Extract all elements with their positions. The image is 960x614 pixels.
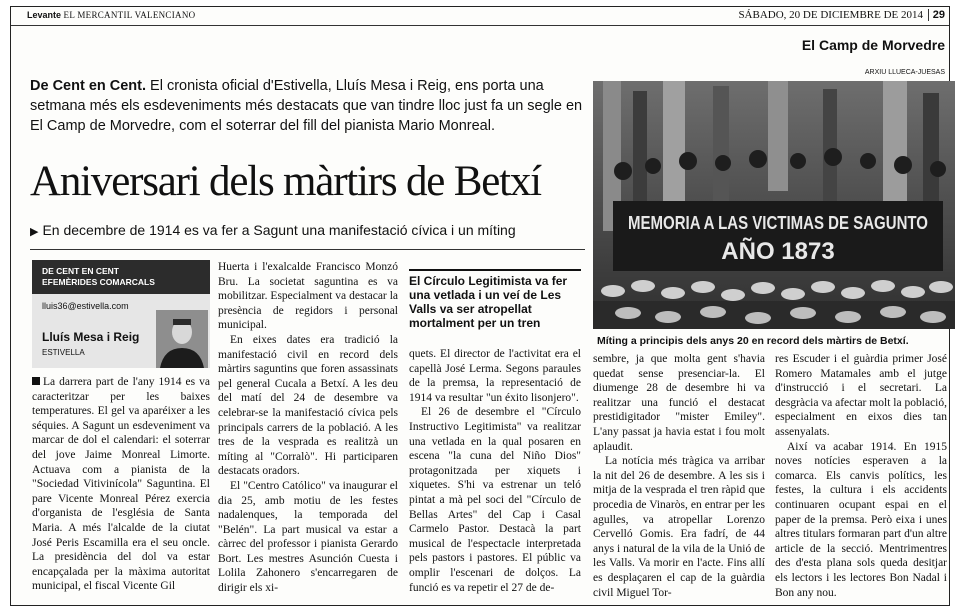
banner-year: AÑO 1873 <box>721 238 835 265</box>
subheadline-text: En decembre de 1914 es va fer a Sagunt una manifestació cívica i un míting <box>42 222 516 238</box>
column-2-paragraph-2: En eixes dates era tradició la manifestació civil en record dels màrtirs saguntins que foren assassinats pel general Cucala a Betxí. A les deu del matí del 24 de desembre va celebrar-se la manifestació cívica pels principals carrers de la població. A les tres de la vesprada es realitzà un míting al "Corralò". Hi participaren destacats oradors. <box>218 333 398 478</box>
historic-photo <box>593 81 955 329</box>
banner-text: MEMORIA A LAS VICTIMAS DE SAGUNTO <box>628 213 928 233</box>
author-name: Lluís Mesa i Reig <box>42 330 140 344</box>
page-number: 29 <box>928 9 945 21</box>
newspaper-brand <box>27 10 195 20</box>
column-3-paragraph-1: quets. El director de l'activitat era el capellà José Lerma. Segons paraules de la premsa, la representació de 1914 va resultar "un éxito lisonjero". <box>409 348 581 404</box>
article-column-1 <box>32 375 210 594</box>
issue-date: SÁBADO, 20 DE DICIEMBRE DE 2014 <box>738 9 923 21</box>
column-series-name: DE CENT EN CENT <box>42 266 119 276</box>
square-bullet-icon <box>32 377 40 385</box>
author-box <box>32 260 210 368</box>
author-email: lluis36@estivella.com <box>42 301 129 311</box>
column-4-paragraph-2: La notícia més tràgica va arribar la nit del 26 de desembre. A les sis i mitja de la vesprada el tren ràpid que procedia de Vinaròs, en entrar per les agulles, va atropellar Lorenzo Cervelló Gomis. Era fadrí, de 44 anys i natural de la vila de la Unió de les Valls. Va morir en l'acte. Fins allí es desplaçaren el cap de la guàrdia civil Miguel Tor- <box>593 455 765 599</box>
author-portrait <box>156 310 208 368</box>
column-series-subtitle: EFEMÈRIDES COMARCALS <box>42 277 155 287</box>
sidebar-headline: El Círculo Legitimista va fer una vetlada i un veí de Les Valls va ser atropellat mortalment per un tren <box>409 269 581 330</box>
article-column-2 <box>218 260 398 596</box>
column-2-paragraph-3: El "Centro Católico" va inaugurar el dia 25, amb motiu de les festes nadalenques, la temporada del "Belén". La part musical va estar a càrrec del professor i pianista Gerardo Bort. Les mestres Asunción Cuesta i Lolila Zahonero s'encarregaren de dirigir els xi- <box>218 479 398 595</box>
newspaper-page <box>10 6 950 606</box>
article-column-3 <box>409 347 581 595</box>
column-1-text: La darrera part de l'any 1914 es va caracteritzar per les baixes temperatures. El gel va aparéixer a les séquies. A Sagunt un esdeveniment va marcar de dol el calendari: el soterrar del jove Jaime Monreal Limorte. Actuava com a pianista de la "Sociedad Vitivinícola" Saguntina. El pare Vicente Monreal Pérez exercia d'organista de l'església de Santa Maria. A més l'alcalde de la ciutat José Peris Escamilla era el seu oncle. La presidència del dol va estar encapçalada per la màxima autoritat municipal, el fiscal Vicente Gil <box>32 376 210 593</box>
column-5-paragraph-1: res Escuder i el guàrdia primer José Romero Matamales amb el jutge d'instrucció i el secretari. La desgràcia va afectar molt la població, especialment en eixos dies tan assenyalats. <box>775 353 947 438</box>
column-4-paragraph-1: sembre, ja que molta gent s'havia quedat sense presenciar-la. El diumenge 28 de desembre hi va realitzar una funció el destacat prestidigitador "mister Emiley". L'any passat ja havia estat i fou molt aplaudit. <box>593 353 765 453</box>
photo-caption: Míting a principis dels anys 20 en record dels màrtirs de Betxí. <box>597 335 909 347</box>
article-column-5 <box>775 352 947 600</box>
rally-photo-image <box>593 81 955 329</box>
column-2-paragraph-1: Huerta i l'exalcalde Francisco Monzó Bru. La societat saguntina es va mobilitzar. Especialment va destacar la presència de regidors i personal municipal. <box>218 261 398 332</box>
divider <box>30 249 585 250</box>
section-title: El Camp de Morvedre <box>801 37 945 53</box>
article-column-4 <box>593 352 765 600</box>
author-location: ESTIVELLA <box>42 348 85 357</box>
article-headline: Aniversari dels màrtirs de Betxí <box>30 158 541 205</box>
article-subheadline <box>30 222 516 238</box>
brand-name: Levante <box>27 10 62 20</box>
column-5-paragraph-2: Així va acabar 1914. En 1915 noves notícies esperaven a la comarca. Els canvis polítics, les festes, la cultura i els accidents continuaren ocupant espai en el paper de la premsa. Però eixa i unes altres titulars formaran part d'un altre article de la secció. Mentrimentres des d'esta plana sols queda desitjar els lectors i les lectores Bon Nadal i Bon any nou. <box>775 440 947 599</box>
photo-credit: ARXIU LLUECA-JUESAS <box>864 69 945 76</box>
lead-bold: De Cent en Cent. <box>30 78 147 94</box>
author-box-header <box>32 260 210 294</box>
article-lead <box>30 76 585 136</box>
brand-subtitle: EL MERCANTIL VALENCIANO <box>63 10 196 20</box>
lead-text: El cronista oficial d'Estivella, Lluís Mesa i Reig, ens porta una setmana més els esdeveniments més destacats que van tindre lloc just fa un segle en El Camp de Morvedre, com el soterrar del fill del pianista Mario Monreal. <box>30 78 583 134</box>
column-3-paragraph-2: El 26 de desembre el "Círculo Instructivo Legitimista" va realitzar una vetlada en la qual posaren en escena "la cuna del Niño Dios" protagonitzada per xiquets i xiquetes. S'hi va estrenar un teló pintat a mà pel soci del "Círculo de Bellas Artes" del Cap i Casal Carmelo Pastor. Destacà la part musical de l'espectacle interpretada pels pastors i pastores. El públic va omplir l'escenari de dolços. La funció es va repetir el 27 de de- <box>409 406 581 594</box>
person-icon <box>156 310 208 368</box>
masthead-bar <box>11 7 949 26</box>
triangle-right-icon: ▶ <box>30 226 39 238</box>
